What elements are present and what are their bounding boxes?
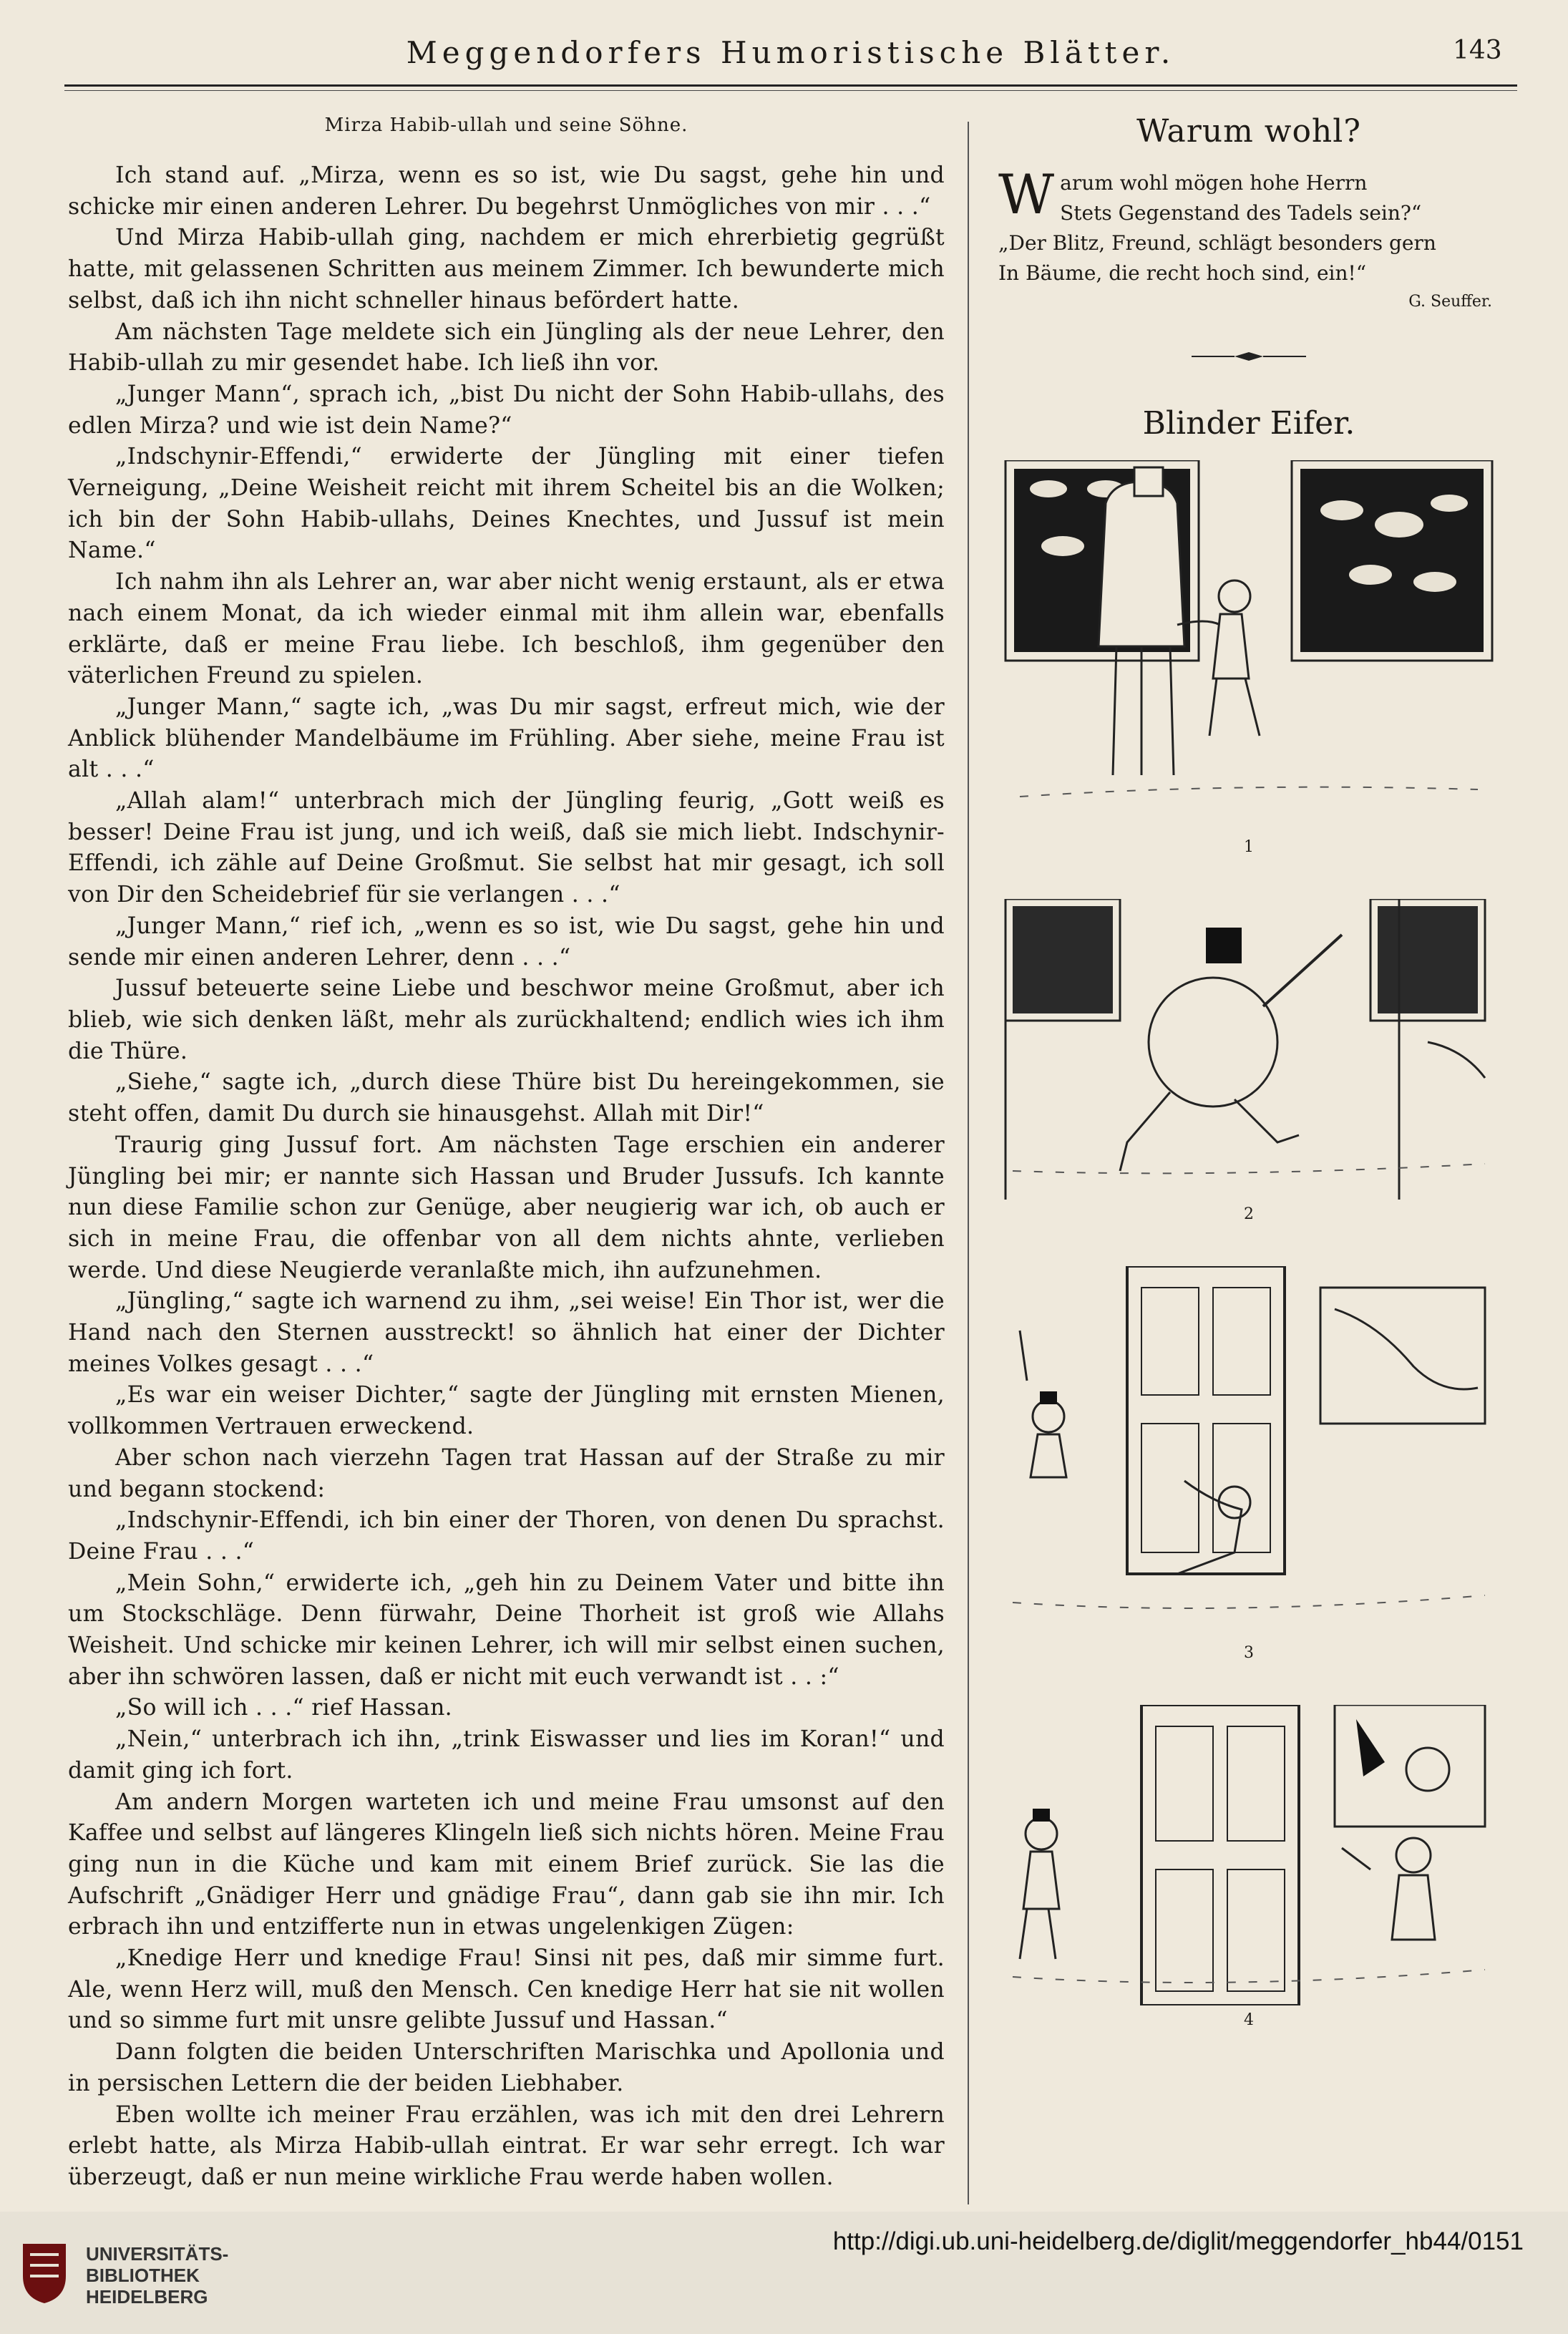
cartoon-illustration [998, 460, 1499, 832]
panel-label: 2 [1244, 1205, 1254, 1223]
story-paragraph: „Siehe,“ sagte ich, „durch diese Thüre bist Du hereingekommen, sie steht offen, damit Du durch sie hinausgehst. Allah mit Dir!“ [68, 1069, 945, 1127]
cartoon-title: Blinder Eifer. [1142, 405, 1355, 442]
story-body [68, 160, 945, 2194]
story-paragraph: „Nein,“ unterbrach ich ihn, „trink Eiswasser und lies im Koran!“ und damit ging ich fort. [68, 1726, 945, 1784]
poem-dropcap: W [998, 162, 1055, 226]
story-paragraph: Ich stand auf. „Mirza, wenn es so ist, wie Du sagst, gehe hin und schicke mir einen anderen Lehrer. Du begehrst Unmögliches von mir . . .“ [68, 162, 945, 220]
cartoon-panel-1 [998, 460, 1499, 856]
story-paragraph: Aber schon nach vierzehn Tagen trat Hassan auf der Straße zu mir und begann stockend: [68, 1444, 945, 1502]
cartoon-illustration [998, 899, 1499, 1200]
side-column [998, 107, 1499, 2029]
story-paragraph: Am andern Morgen warteten ich und meine Frau umsonst auf den Kaffee und selbst auf längeres Klingeln ließ sich nichts hören. Meine Frau ging nun in die Küche und kam mit einem Brief zurück. Sie las die Aufschrift „Gnädiger Herr und gnädige Frau“, dann gab sie ihn mir. Ich erbrach ihn und entzifferte nun in etwas ungelenkigen Zügen: [68, 1789, 945, 1940]
ornament-divider [998, 349, 1499, 364]
masthead-title: Meggendorfers Humoristische Blätter. [406, 34, 1176, 70]
story-paragraph: „So will ich . . .“ rief Hassan. [115, 1695, 452, 1721]
story-paragraph: „Junger Mann,“ sagte ich, „was Du mir sagst, erfreut mich, wie der Anblick blühender Mandelbäume im Frühling. Aber siehe, meine Frau ist alt . . .“ [68, 694, 945, 783]
poem-title: Warum wohl? [1136, 113, 1361, 150]
story-paragraph: Traurig ging Jussuf fort. Am nächsten Tage erschien ein anderer Jüngling bei mir; er nannte sich Hassan und Bruder Jussufs. Ich kannte nun diese Familie schon zur Genüge, aber neugierig war ich, ob auch er sich in meine Frau, die offenbar von all dem nichts ahnte, verlieben werde. Und diese Neugierde veranlaßte mich, ihn aufzunehmen. [68, 1132, 945, 1283]
source-url[interactable]: http://digi.ub.uni-heidelberg.de/diglit/meggendorfer_hb44/0151 [832, 2227, 1524, 2255]
story-paragraph: Am nächsten Tage meldete sich ein Jüngling als der neue Lehrer, den Habib-ullah zu mir gesendet habe. Ich ließ ihn vor. [68, 319, 945, 376]
poem-author: G. Seuffer. [1408, 293, 1492, 311]
story-paragraph: „Junger Mann“, sprach ich, „bist Du nicht der Sohn Habib-ullahs, des edlen Mirza? und wie ist dein Name?“ [68, 381, 945, 439]
story-paragraph: „Junger Mann,“ rief ich, „wenn es so ist, wie Du sagst, gehe hin und sende mir einen anderen Lehrer, denn . . .“ [68, 913, 945, 971]
story-paragraph: „Mein Sohn,“ erwiderte ich, „geh hin zu Deinem Vater und bitte ihn um Stockschläge. Denn fürwahr, Deine Thorheit ist groß wie Allahs Weisheit. Und schicke mir keinen Lehrer, ich will mir selbst einen suchen, aber ihn schwören lassen, daß er nicht mit euch verwandt ist . . :“ [68, 1570, 945, 1690]
institution-name [86, 2243, 228, 2308]
cartoon-panel-4 [998, 1705, 1499, 2029]
story-paragraph: „Knedige Herr und knedige Frau! Sinsi nit pes, daß mir simme furt. Ale, wenn Herz will, muß den Mensch. Cen knedige Herr hat sie nit wollen und so simme furt mit unsre gelibte Jussuf und Hassan.“ [68, 1945, 945, 2034]
cartoon-illustration [998, 1266, 1499, 1638]
story-subheading: Mirza Habib-ullah und seine Söhne. [324, 115, 688, 136]
poem [998, 162, 1499, 288]
panel-label: 4 [1244, 2011, 1254, 2029]
story-paragraph: „Es war ein weiser Dichter,“ sagte der Jüngling mit ernsten Mienen, vollkommen Vertrauen erweckend. [68, 1382, 945, 1440]
poem-line: „Der Blitz, Freund, schlägt besonders gern [998, 231, 1436, 255]
cartoon-illustration [998, 1705, 1499, 2005]
institution-line: HEIDELBERG [86, 2286, 208, 2308]
column-divider [968, 122, 969, 2204]
story-paragraph: „Indschynir-Effendi,“ erwiderte der Jüngling mit einer tiefen Verneigung, „Deine Weisheit reicht mit ihrem Scheitel bis an die Wolken; ich bin der Sohn Habib-ullahs, Deines Knechtes, und Jussuf ist mein Name.“ [68, 444, 945, 564]
masthead-rule [64, 84, 1517, 87]
cartoon-panel-2 [998, 899, 1499, 1223]
story-paragraph: Dann folgten die beiden Unterschriften Marischka und Apollonia und in persischen Lettern die der beiden Liebhaber. [68, 2039, 945, 2096]
story-paragraph: Ich nahm ihn als Lehrer an, war aber nicht wenig erstaunt, als er etwa nach einem Monat, da ich wieder einmal mit ihm allein war, ebenfalls erklärte, daß er meine Frau liebe. Ich beschloß, ihm gegenüber den väterlichen Freund zu spielen. [68, 569, 945, 689]
story-paragraph: Und Mirza Habib-ullah ging, nachdem er mich ehrerbietig gegrüßt hatte, mit gelassenen Schritten aus meinem Zimmer. Ich bewunderte mich selbst, daß ich ihn nicht schneller hinaus befördert hatte. [68, 225, 945, 313]
cartoon-panel-3 [998, 1266, 1499, 1662]
institution-line: UNIVERSITÄTS- [86, 2243, 229, 2265]
library-seal-icon [16, 2240, 73, 2305]
story-paragraph: „Indschynir-Effendi, ich bin einer der Thoren, von denen Du sprachst. Deine Frau . . .“ [68, 1507, 945, 1565]
panel-label: 1 [1244, 838, 1254, 856]
story-column [68, 107, 945, 2230]
poem-line: Stets Gegenstand des Tadels sein?“ [1060, 201, 1422, 225]
digitization-footer [0, 2212, 1568, 2334]
poem-line: arum wohl mögen hohe Herrn [1060, 171, 1368, 195]
panel-label: 3 [1244, 1644, 1254, 1662]
page-number: 143 [1453, 36, 1502, 65]
story-paragraph: Eben wollte ich meiner Frau erzählen, was ich mit den drei Lehrern erlebt hatte, als Mirza Habib-ullah eintrat. Er war sehr erregt. Ich war überzeugt, daß er nun meine wirkliche Frau werde haben wollen. [68, 2101, 945, 2190]
institution-line: BIBLIOTHEK [86, 2265, 200, 2286]
ornament-icon [1192, 349, 1306, 364]
poem-line: In Bäume, die recht hoch sind, ein!“ [998, 261, 1367, 285]
story-paragraph: „Jüngling,“ sagte ich warnend zu ihm, „sei weise! Ein Thor ist, wer die Hand nach den Sternen ausstreckt! so ähnlich hat einer der Dichter meines Volkes gesagt . . .“ [68, 1288, 945, 1377]
story-paragraph: „Allah alam!“ unterbrach mich der Jüngling feurig, „Gott weiß es besser! Deine Frau ist jung, und ich weiß, daß sie mich liebt. Indschynir-Effendi, ich zähle auf Deine Großmut. Sie selbst hat mir gesagt, ich soll von Dir den Scheidebrief für sie verlangen . . .“ [68, 788, 945, 908]
story-paragraph: Jussuf beteuerte seine Liebe und beschwor meine Großmut, aber ich blieb, wie sich denken läßt, mehr als zurückhaltend; endlich wies ich ihm die Thüre. [68, 976, 945, 1064]
masthead-rule-thin [64, 90, 1517, 91]
